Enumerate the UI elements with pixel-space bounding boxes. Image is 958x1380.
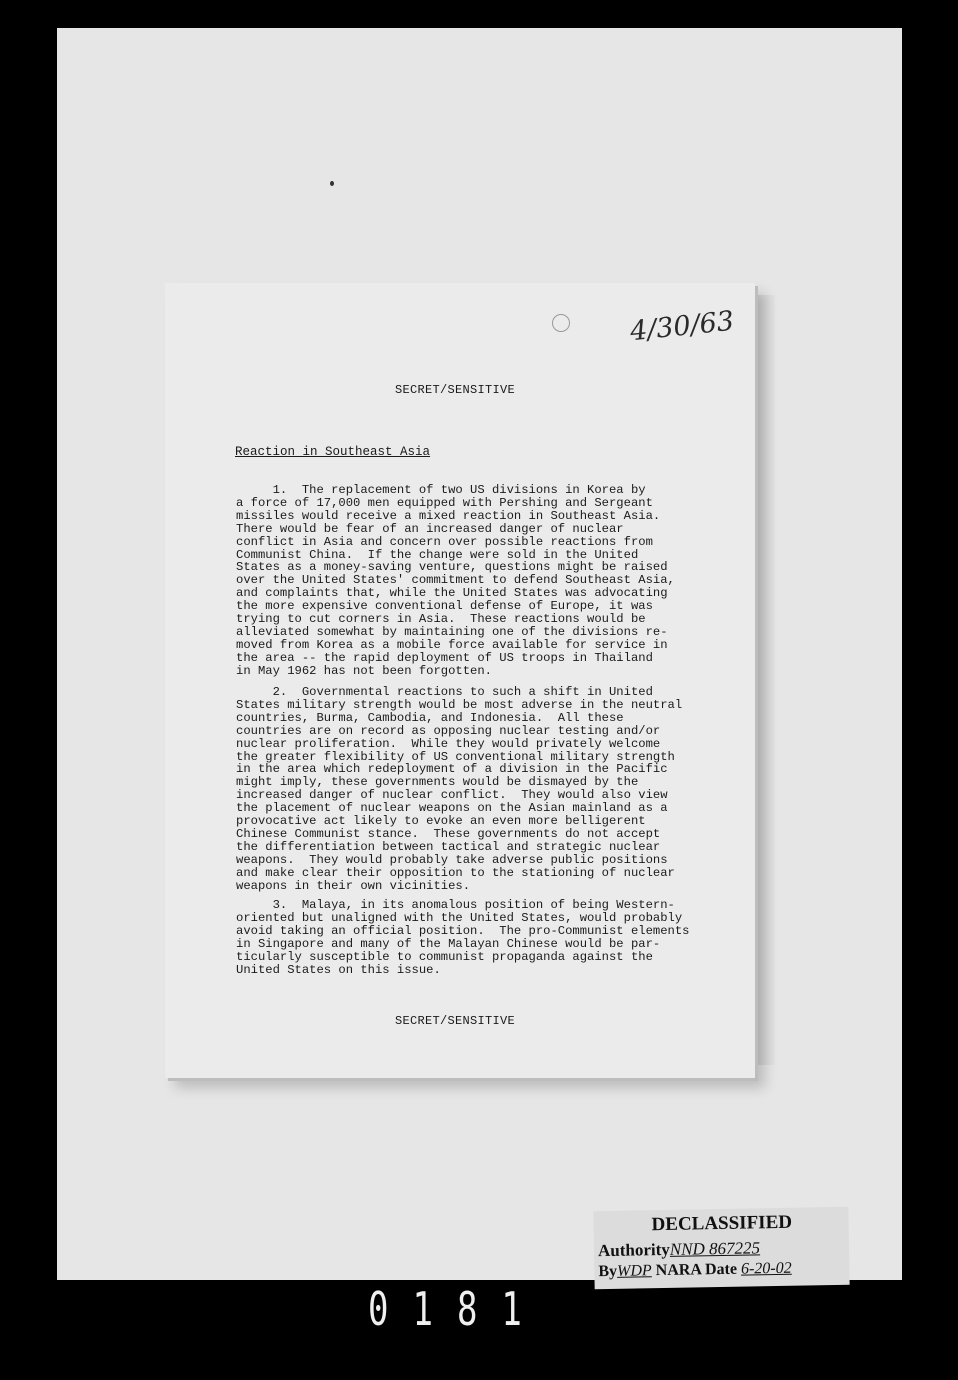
footer-classification: SECRET/SENSITIVE	[394, 1014, 516, 1028]
stamp-date-label: NARA Date	[655, 1260, 738, 1280]
punch-mark	[552, 314, 570, 332]
header-classification: SECRET/SENSITIVE	[394, 383, 516, 397]
film-speck	[330, 181, 334, 186]
sheet-edge	[755, 295, 775, 1065]
paragraph-1: 1. The replacement of two US divisions in Korea by a force of 17,000 men equipped with Pershing and Sergeant missiles would receive a mixed reaction in Southeast Asia. There would be fear of an increased danger of nuclear conflict in Asia and concern over possible reactions from Communist China. If the change were sold in the United States as a money-saving venture, questions might be raised over the United States' commitment to defend Southeast Asia, and complaints that, while the United States was advocating the more expensive conventional defense of Europe, it was trying to cut corners in Asia. These reactions would be alleviated somewhat by maintaining one of the divisions re- moved from Korea as a mobile force available for service in the area -- the rapid deployment of US troops in Thailand in May 1962 has not been forgotten.	[236, 483, 675, 678]
stamp-by-value: WDP	[616, 1262, 652, 1280]
stamp-date-value: 6-20-02	[740, 1259, 792, 1278]
paragraph-2: 2. Governmental reactions to such a shift in United States military strength would be most adverse in the neutral countries, Burma, Cambodia, and Indonesia. All these countries are on record as opposing nuclear testing and/or nuclear proliferation. While they would privately welcome the greater flexibility of US conventional military strength in the area which redeployment of a division in the Pacific might imply, these governments would be dismayed by the increased danger of nuclear conflict. They would also view the placement of nuclear weapons on the Asian mainland as a provocative act likely to evoke an even more belligerent Chinese Communist stance. These governments do not accept the differentiation between tactical and strategic nuclear weapons. They would probably take adverse public positions and make clear their opposition to the stationing of nuclear weapons in their own vicinities.	[236, 685, 683, 893]
stamp-by-label: By	[598, 1262, 618, 1281]
paragraph-3: 3. Malaya, in its anomalous position of being Western- oriented but unaligned with the United States, would probably avoid taking an official position. The pro-Communist elements in Singapore and many of the Malayan Chinese would be par- ticularly susceptible to communist propaganda against the United States on this issue.	[236, 898, 690, 977]
section-heading: Reaction in Southeast Asia	[235, 445, 431, 459]
stamp-authority-value: NND 867225	[669, 1238, 761, 1259]
declassification-stamp	[593, 1207, 849, 1289]
stamp-authority-line	[598, 1238, 760, 1261]
stamp-by-line	[598, 1260, 792, 1281]
stamp-title: DECLASSIFIED	[651, 1211, 793, 1236]
handwritten-date: 4/30/63	[628, 305, 736, 348]
frame-number: 0181	[368, 1283, 546, 1337]
stamp-authority-label: Authority	[597, 1239, 670, 1261]
